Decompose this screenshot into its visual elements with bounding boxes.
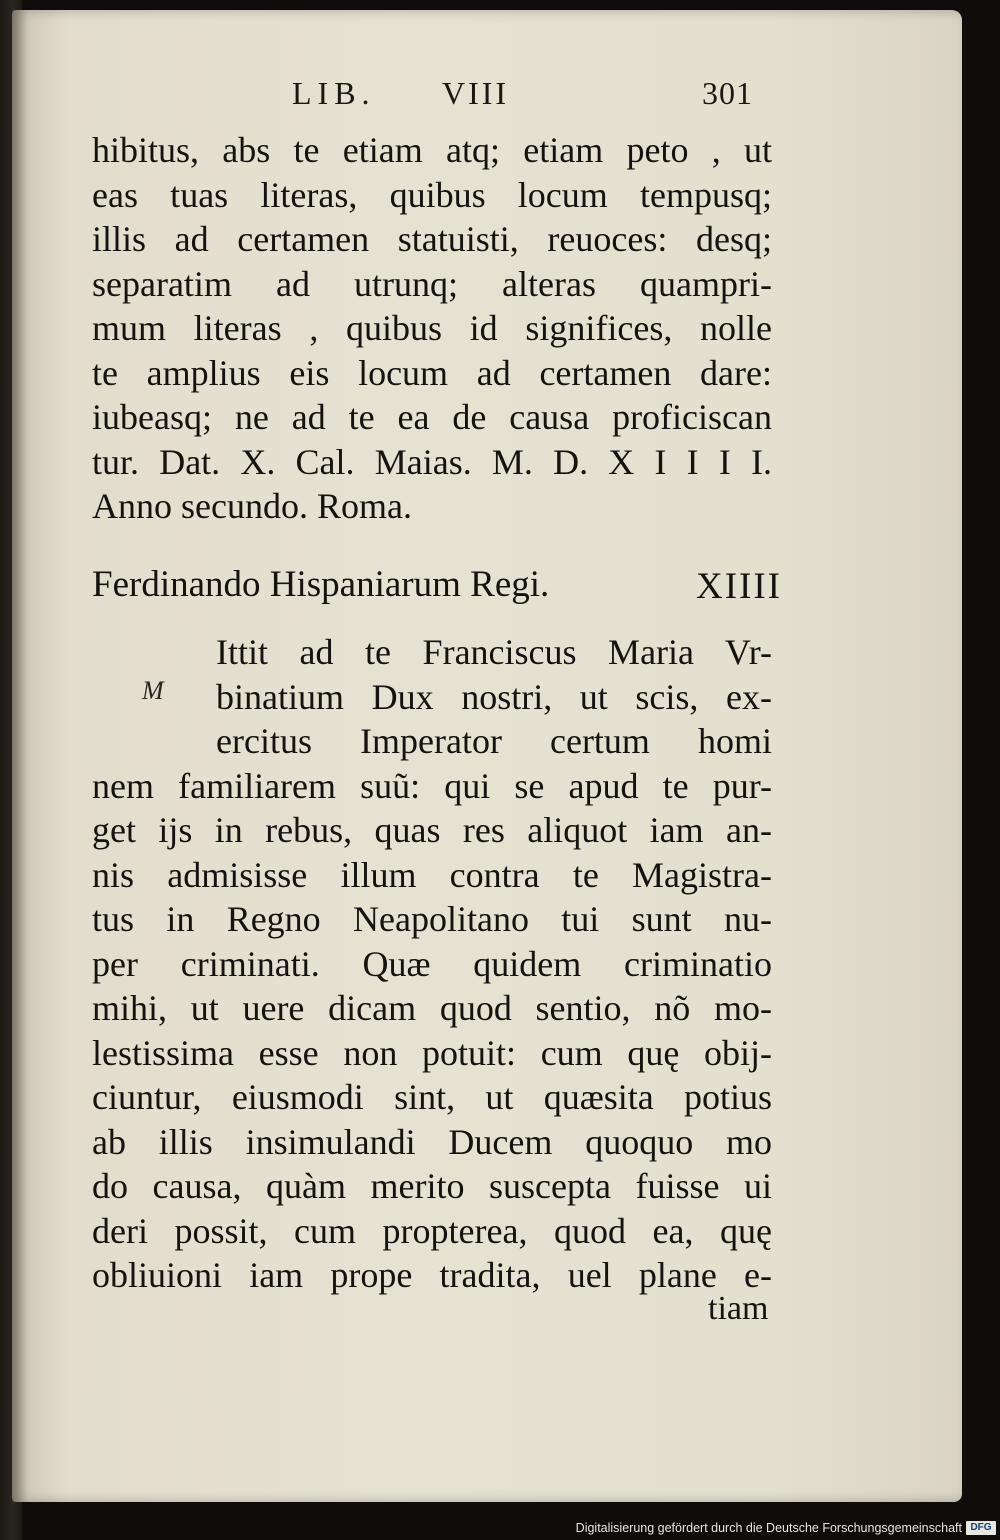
letter-number: XIIII [695, 566, 782, 607]
text-line: Ittit ad te Franciscus Maria Vr- [216, 632, 772, 672]
initial-guide-letter: M [142, 676, 164, 705]
funding-credit: Digitalisierung gefördert durch die Deutsche Forschungsgemeinschaft [575, 1521, 962, 1535]
text-line: separatim ad utrunq; alteras quampri- [92, 263, 772, 304]
text-line: te amplius eis locum ad certamen dare: [92, 352, 772, 393]
text-line: mum literas , quibus id significes, nolle [92, 308, 772, 348]
text-line: tus in Regno Neapolitano tui sunt nu- [92, 899, 772, 939]
footer-bar [0, 1518, 1000, 1540]
text-line: tur. Dat. X. Cal. Maias. M. D. X I I I I. [92, 441, 772, 482]
text-line: ciuntur, eiusmodi sint, ut quæsita potius [92, 1077, 772, 1117]
page-number: 301 [702, 75, 753, 111]
dfg-logo: DFG [966, 1521, 996, 1535]
text-line: deri possit, cum propterea, quod ea, quę [92, 1210, 772, 1251]
preceding-letter-text [92, 128, 772, 529]
book-page [12, 10, 962, 1502]
text-line: do causa, quàm merito suscepta fuisse ui [92, 1166, 772, 1206]
text-line: ab illis insimulandi Ducem quoquo mo [92, 1121, 772, 1162]
catchword: tiam [708, 1290, 769, 1327]
text-line: hibitus, abs te etiam atq; etiam peto , ut [92, 130, 772, 170]
text-line: binatium Dux nostri, ut scis, ex- [216, 676, 772, 717]
text-line: get ijs in rebus, quas res aliquot iam an- [92, 810, 772, 850]
running-head [12, 75, 962, 125]
text-line: Anno secundo. Roma. [92, 486, 412, 526]
text-line: eas tuas literas, quibus locum tempusq; [92, 174, 772, 215]
text-line: nis admisisse illum contra te Magistra- [92, 854, 772, 895]
letter-heading [92, 563, 782, 611]
letter-addressee: Ferdinando Hispaniarum Regi. [92, 564, 550, 605]
text-line: illis ad certamen statuisti, reuoces: desq; [92, 219, 772, 259]
text-line: per criminati. Quæ quidem criminatio [92, 943, 772, 984]
running-head-book-number: VIII [442, 75, 510, 111]
text-line: iubeasq; ne ad te ea de causa proficiscan [92, 397, 772, 437]
text-line: obliuioni iam prope tradita, uel plane e- [92, 1255, 772, 1295]
text-line: ercitus Imperator certum homi [216, 721, 772, 761]
running-head-lib: LIB. [292, 75, 376, 111]
text-line: nem familiarem suũ: qui se apud te pur- [92, 765, 772, 806]
text-line: lestissima esse non potuit: cum quę obij- [92, 1032, 772, 1073]
page-gutter-shadow [12, 10, 28, 1502]
letter-text [92, 630, 772, 1298]
text-line: mihi, ut uere dicam quod sentio, nõ mo- [92, 988, 772, 1028]
